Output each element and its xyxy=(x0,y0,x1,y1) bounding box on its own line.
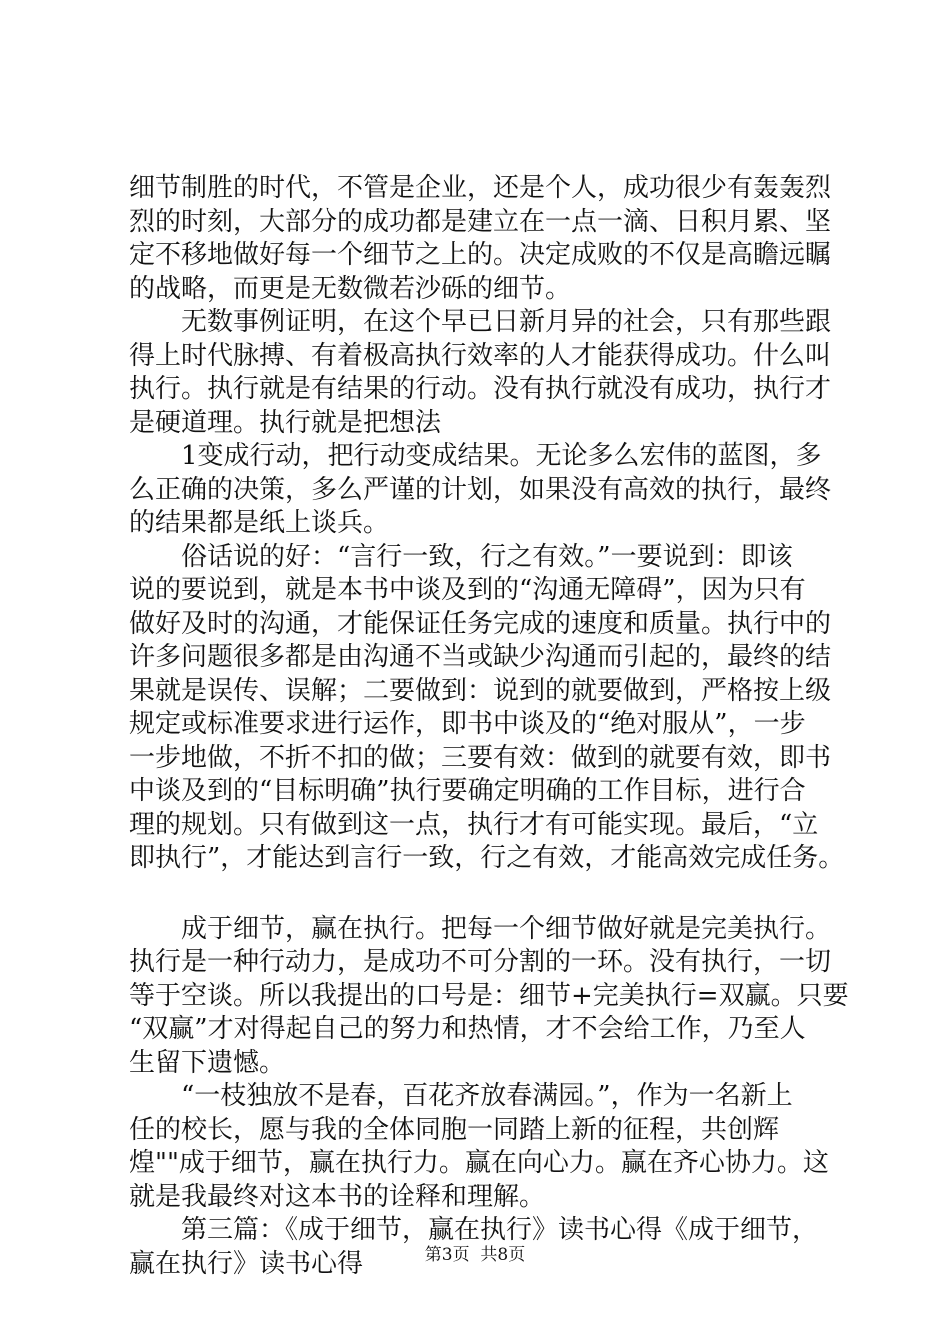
text-line: 煌""成于细节，赢在执行力。赢在向心力。赢在齐心协力。这 xyxy=(129,1148,829,1178)
text-line: 么正确的决策，多么严谨的计划，如果没有高效的执行，最终 xyxy=(129,474,832,505)
section-heading-line: 第三篇：《成于细节，赢在执行》读书心得《成于细节， xyxy=(181,1215,819,1245)
paragraph-start-line: 1变成行动，把行动变成结果。无论多么宏伟的蓝图，多 xyxy=(181,441,822,471)
text-line: 是硬道理。执行就是把想法 xyxy=(129,407,442,438)
text-line: 得上时代脉搏、有着极高执行效率的人才能获得成功。什么叫 xyxy=(129,340,832,371)
text-line: 任的校长，愿与我的全体同胞一同踏上新的征程，共创辉 xyxy=(129,1114,780,1145)
text-line: 的结果都是纸上谈兵。 xyxy=(129,508,390,538)
text-line: 生留下遗憾。 xyxy=(129,1047,286,1078)
text-line: 等于空谈。所以我提出的口号是：细节+完美执行=双赢。只要 xyxy=(129,980,849,1011)
text-line: 理的规划。只有做到这一点，执行才有可能实现。最后，“立 xyxy=(129,809,819,840)
paragraph-start-line: “一枝独放不是春，百花齐放春满园。”，作为一名新上 xyxy=(181,1081,793,1111)
text-line: 一步地做，不折不扣的做；三要有效：做到的就要有效，即书 xyxy=(129,742,832,773)
text-line: 说的要说到，就是本书中谈及到的“沟通无障碍”，因为只有 xyxy=(129,575,806,605)
text-line: “双赢”才对得起自己的努力和热情，才不会给工作，乃至人 xyxy=(129,1014,806,1044)
text-line: 即执行”，才能达到言行一致，行之有效，才能高效完成任务。 xyxy=(129,843,845,873)
document-body xyxy=(129,172,854,1281)
paragraph-start-line: 无数事例证明，在这个早已日新月异的社会，只有那些跟 xyxy=(181,307,832,337)
text-line: 中谈及到的“目标明确”执行要确定明确的工作目标，进行合 xyxy=(129,776,806,806)
page-footer xyxy=(0,1245,950,1265)
text-line: 做好及时的沟通，才能保证任务完成的速度和质量。执行中的 xyxy=(129,608,832,639)
text-line: 就是我最终对这本书的诠释和理解。 xyxy=(129,1181,546,1212)
text-line: 许多问题很多都是由沟通不当或缺少沟通而引起的，最终的结 xyxy=(129,642,832,672)
paragraph-start-line: 成于细节，赢在执行。把每一个细节做好就是完美执行。 xyxy=(181,913,832,944)
paragraph-start-line: 俗话说的好：“言行一致，行之有效。”一要说到：即该 xyxy=(181,541,793,572)
page-total: 共8页 xyxy=(480,1245,526,1265)
text-line: 定不移地做好每一个细节之上的。决定成败的不仅是高瞻远瞩 xyxy=(129,240,832,270)
text-line: 的战略，而更是无数微若沙砾的细节。 xyxy=(129,273,572,304)
text-line: 规定或标准要求进行运作，即书中谈及的“绝对服从”，一步 xyxy=(129,709,806,739)
page-number: 第3页 xyxy=(424,1245,470,1265)
text-line: 执行是一种行动力，是成功不可分割的一环。没有执行，一切 xyxy=(129,947,832,977)
text-line: 果就是误传、误解；二要做到：说到的就要做到，严格按上级 xyxy=(129,675,832,706)
text-line: 烈的时刻，大部分的成功都是建立在一点一滴、日积月累、坚 xyxy=(129,206,832,237)
text-line: 细节制胜的时代，不管是企业，还是个人，成功很少有轰轰烈 xyxy=(129,173,832,203)
section-heading-line: 赢在执行》读书心得 xyxy=(129,1248,364,1279)
paragraph-gap xyxy=(129,876,854,913)
text-line: 执行。执行就是有结果的行动。没有执行就没有成功，执行才 xyxy=(129,374,832,404)
